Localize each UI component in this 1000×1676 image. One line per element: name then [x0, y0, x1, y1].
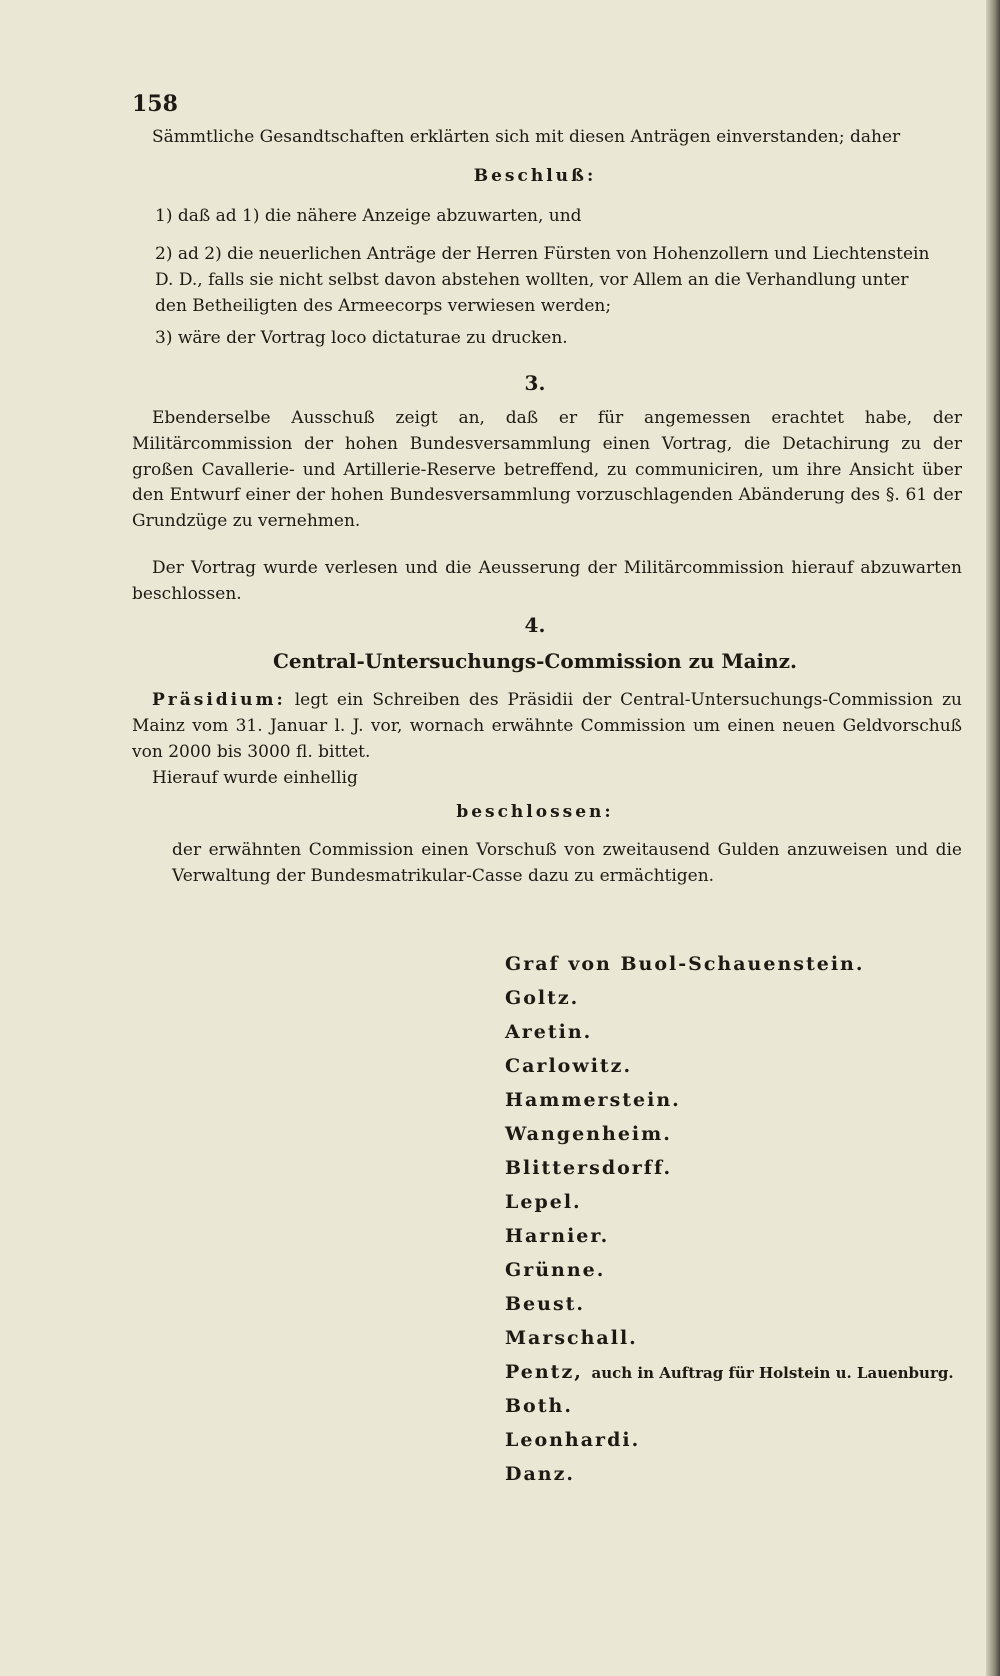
signature: Graf von Buol-Schauenstein.: [505, 953, 865, 975]
section-paragraph: Der Vortrag wurde verlesen und die Aeusserung der Militärcommission hierauf abzuwarten beschlossen.: [132, 558, 962, 604]
beschlossen-heading: beschlossen:: [456, 802, 614, 822]
signature: Hammerstein.: [505, 1089, 681, 1111]
section-number: 3.: [524, 371, 546, 395]
beschluss-heading: Beschluß:: [473, 166, 597, 186]
hierauf-line: Hierauf wurde einhellig: [152, 768, 358, 788]
signature: Aretin.: [505, 1021, 593, 1043]
section-paragraph: Ebenderselbe Ausschuß zeigt an, daß er für angemessen erachtet habe, der Militärcommission der hohen Bundesversammlung einen Vortrag, die Detachirung zu der großen Cavallerie- und Artillerie-Reserve betreffend, zu communiciren, um ihre Ansicht über den Entwurf einer der hohen Bundesversammlung vorzuschlagenden Abänderung des §. 61 der Grundzüge zu vernehmen.: [132, 408, 962, 532]
praesidium-text: legt ein Schreiben des Präsidii der Central-Untersuchungs-Commission zu Mainz vom 31. Januar l. J. vor, wornach erwähnte Commission um einen neuen Geldvorschuß von 2000 bis 3000 fl. bittet.: [132, 690, 962, 762]
signature: Both.: [505, 1395, 573, 1417]
signature: Goltz.: [505, 987, 580, 1009]
signature: Harnier.: [505, 1225, 610, 1247]
signature: Wangenheim.: [505, 1123, 672, 1145]
resolution-item: 2) ad 2) die neuerlichen Anträge der Herren Fürsten von Hohenzollern und Liechtenstein D. D., falls sie nicht selbst davon abstehen wollten, vor Allem an die Verhandlung unter den Betheiligten des Armeecorps verwiesen werden;: [155, 244, 930, 316]
signature: Leonhardi.: [505, 1429, 641, 1451]
page-number: 158: [132, 91, 178, 117]
signature: Marschall.: [505, 1327, 638, 1349]
signature-with-note: [505, 1358, 954, 1387]
book-binding-edge: [986, 0, 1000, 1676]
section-title: Central-Untersuchungs-Commission zu Mainz.: [272, 649, 797, 673]
signature: Lepel.: [505, 1191, 582, 1213]
signature: Carlowitz.: [505, 1055, 633, 1077]
section-number: 4.: [524, 613, 546, 637]
opening-paragraph: Sämmtliche Gesandtschaften erklärten sich mit diesen Anträgen einverstanden; daher: [152, 127, 901, 147]
decision-paragraph: der erwähnten Commission einen Vorschuß von zweitausend Gulden anzuweisen und die Verwaltung der Bundesmatrikular-Casse dazu zu ermächtigen.: [172, 840, 962, 886]
signature: Grünne.: [505, 1259, 606, 1281]
signature-note: auch in Auftrag für Holstein u. Lauenburg.: [591, 1364, 954, 1382]
signature: Pentz,: [505, 1361, 583, 1383]
signature: Danz.: [505, 1463, 576, 1485]
praesidium-paragraph: [132, 688, 962, 765]
resolution-item: 1) daß ad 1) die nähere Anzeige abzuwarten, und: [155, 206, 582, 226]
signature: Blittersdorff.: [505, 1157, 673, 1179]
signature: Beust.: [505, 1293, 586, 1315]
resolution-item: 3) wäre der Vortrag loco dictaturae zu drucken.: [155, 328, 568, 348]
praesidium-label: Präsidium:: [152, 690, 286, 710]
